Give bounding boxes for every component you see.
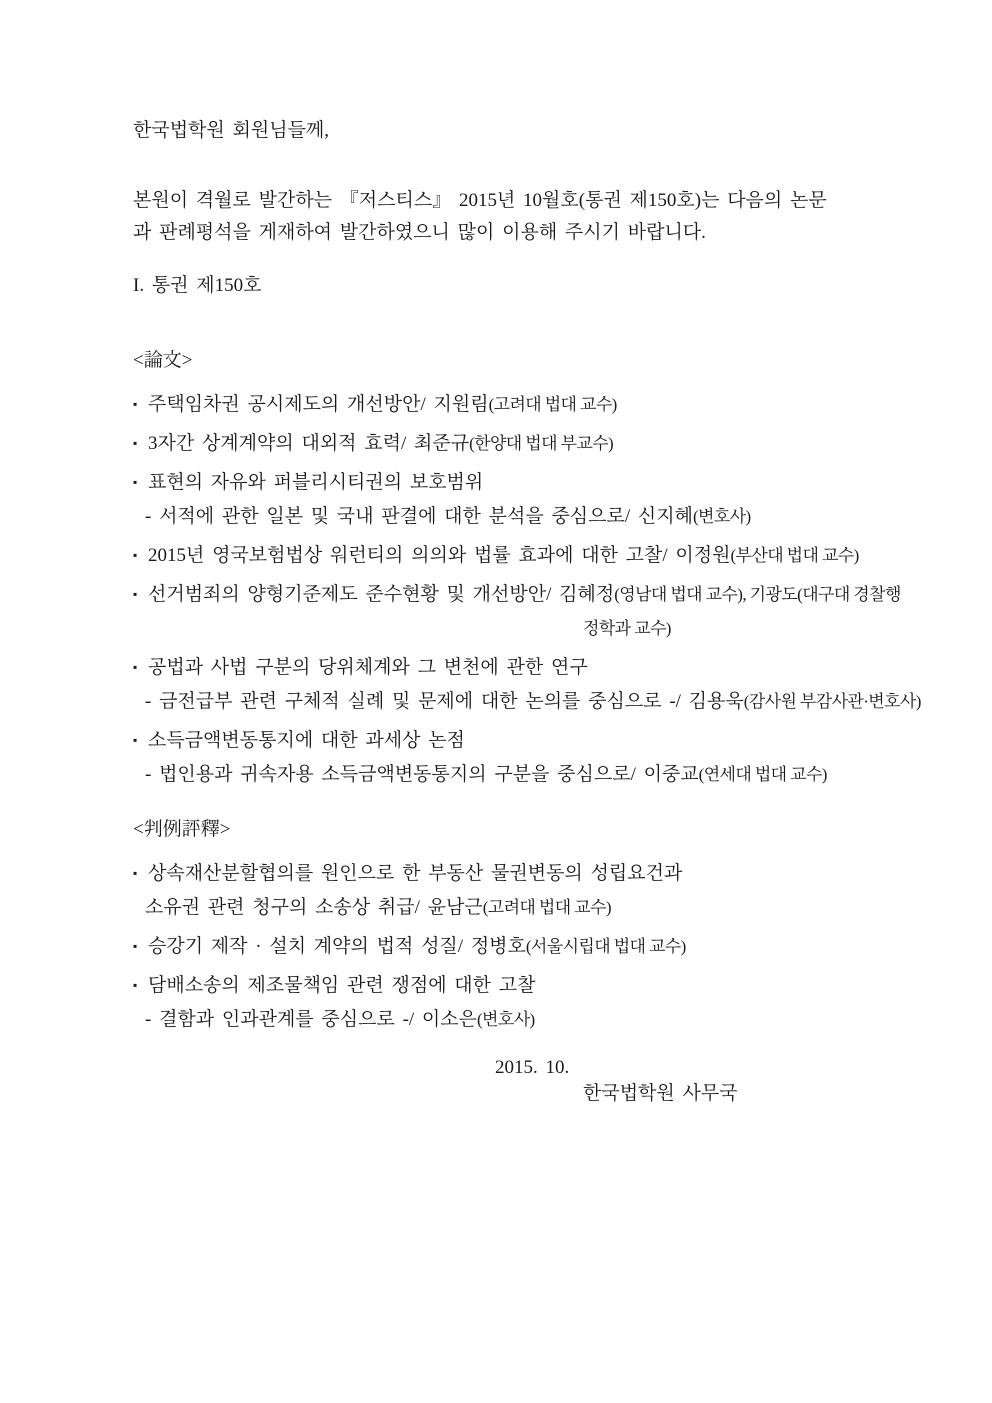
bullet-square-icon: ▪	[133, 939, 138, 953]
list-item-line	[133, 432, 964, 455]
list-item-line	[133, 1009, 964, 1031]
item-text: 표현의 자유와 퍼블리시티권의 보호범위	[148, 472, 484, 493]
bullet-square-icon: ▪	[133, 978, 138, 992]
section-heading: <論文>	[133, 350, 193, 371]
list-item	[133, 432, 964, 455]
item-affiliation: 정학과 교수)	[583, 619, 671, 638]
list-item	[133, 729, 964, 786]
bullet-square-icon: ▪	[133, 866, 138, 880]
item-text: - 결함과 인과관계를 중심으로 -/ 이소은	[145, 1009, 477, 1030]
bullet-square-icon: ▪	[133, 548, 138, 562]
bullet-square-icon: ▪	[133, 475, 138, 489]
item-text: 2015년 영국보험법상 워런티의 의의와 법률 효과에 대한 고찰/ 이정원	[148, 545, 731, 566]
item-affiliation: (고려대 법대 교수)	[488, 395, 617, 414]
list-item	[133, 393, 964, 416]
list-item-line	[133, 862, 964, 885]
list-item-line	[133, 974, 964, 997]
item-text: - 법인용과 귀속자용 소득금액변동통지의 구분을 중심으로/ 이중교	[145, 764, 699, 785]
list-item-line	[133, 618, 964, 640]
signature-line: 한국법학원 사무국	[583, 1083, 738, 1104]
list-item-line	[133, 544, 964, 567]
item-affiliation: (변호사)	[477, 1010, 535, 1029]
list-item-line	[133, 656, 964, 679]
list-item	[133, 935, 964, 958]
item-text: 담배소송의 제조물책임 관련 쟁점에 대한 고찰	[148, 975, 536, 996]
item-text: 승강기 제작 · 설치 계약의 법적 성질/ 정병호	[148, 936, 526, 957]
list-item-line	[133, 897, 964, 919]
item-text: 소유권 관련 청구의 소송상 취급/ 윤남근	[145, 897, 483, 918]
item-text: 선거범죄의 양형기준제도 준수현황 및 개선방안/ 김혜정	[148, 584, 615, 605]
date-line: 2015. 10.	[495, 1057, 570, 1078]
item-text: 주택임차권 공시제도의 개선방안/ 지원림	[148, 394, 489, 415]
item-affiliation: (한양대 법대 부교수)	[469, 434, 614, 453]
item-affiliation: (감사원 부감사관·변호사)	[743, 692, 921, 711]
greeting: 한국법학원 회원님들께,	[133, 120, 330, 141]
list-item	[133, 656, 964, 713]
bullet-square-icon: ▪	[133, 587, 138, 601]
list-item	[133, 974, 964, 1031]
list-item	[133, 583, 964, 640]
list-item-line	[133, 935, 964, 958]
intro-line-2: 과 판례평석을 게재하여 발간하였으니 많이 이용해 주시기 바랍니다.	[133, 222, 706, 243]
list-item-line	[133, 393, 964, 416]
item-affiliation: (부산대 법대 교수)	[730, 546, 859, 565]
item-affiliation: (변호사)	[692, 507, 751, 526]
item-affiliation: (영남대 법대 교수), 기광도(대구대 경찰행	[614, 585, 901, 604]
list-item	[133, 471, 964, 528]
item-affiliation: (연세대 법대 교수)	[698, 765, 827, 784]
section-heading: <判例評釋>	[133, 819, 231, 840]
item-text: 상속재산분할협의를 원인으로 한 부동산 물권변동의 성립요건과	[148, 863, 683, 884]
section	[133, 350, 964, 786]
item-affiliation: (고려대 법대 교수)	[482, 898, 611, 917]
list-item-line	[133, 471, 964, 494]
list-item	[133, 862, 964, 919]
issue-heading: I. 통권 제150호	[133, 275, 262, 296]
bullet-square-icon: ▪	[133, 660, 138, 674]
bullet-square-icon: ▪	[133, 733, 138, 747]
sections	[133, 350, 964, 1031]
section	[133, 819, 964, 1031]
list-item-line	[133, 691, 964, 713]
list-item-line	[133, 506, 964, 528]
intro-paragraph	[133, 190, 964, 244]
item-text: 소득금액변동통지에 대한 과세상 논점	[148, 730, 465, 751]
list-item-line	[133, 729, 964, 752]
list-item-line	[133, 764, 964, 786]
bullet-square-icon: ▪	[133, 397, 138, 411]
item-affiliation: (서울시립대 법대 교수)	[525, 937, 686, 956]
item-text: 공법과 사법 구분의 당위체계와 그 변천에 관한 연구	[148, 657, 588, 678]
footer	[133, 1057, 964, 1105]
intro-line-1: 본원이 격월로 발간하는 『저스티스』 2015년 10월호(통권 제150호)는 다음의 논문	[133, 190, 827, 211]
items-list	[133, 393, 964, 786]
item-text: - 서적에 관한 일본 및 국내 판결에 대한 분석을 중심으로/ 신지혜	[145, 506, 693, 527]
bullet-square-icon: ▪	[133, 436, 138, 450]
items-list	[133, 862, 964, 1031]
list-item-line	[133, 583, 964, 606]
item-text: 3자간 상계계약의 대외적 효력/ 최준규	[148, 433, 470, 454]
item-text: - 금전급부 관련 구체적 실례 및 문제에 대한 논의를 중심으로 -/ 김용욱	[145, 691, 744, 712]
list-item	[133, 544, 964, 567]
